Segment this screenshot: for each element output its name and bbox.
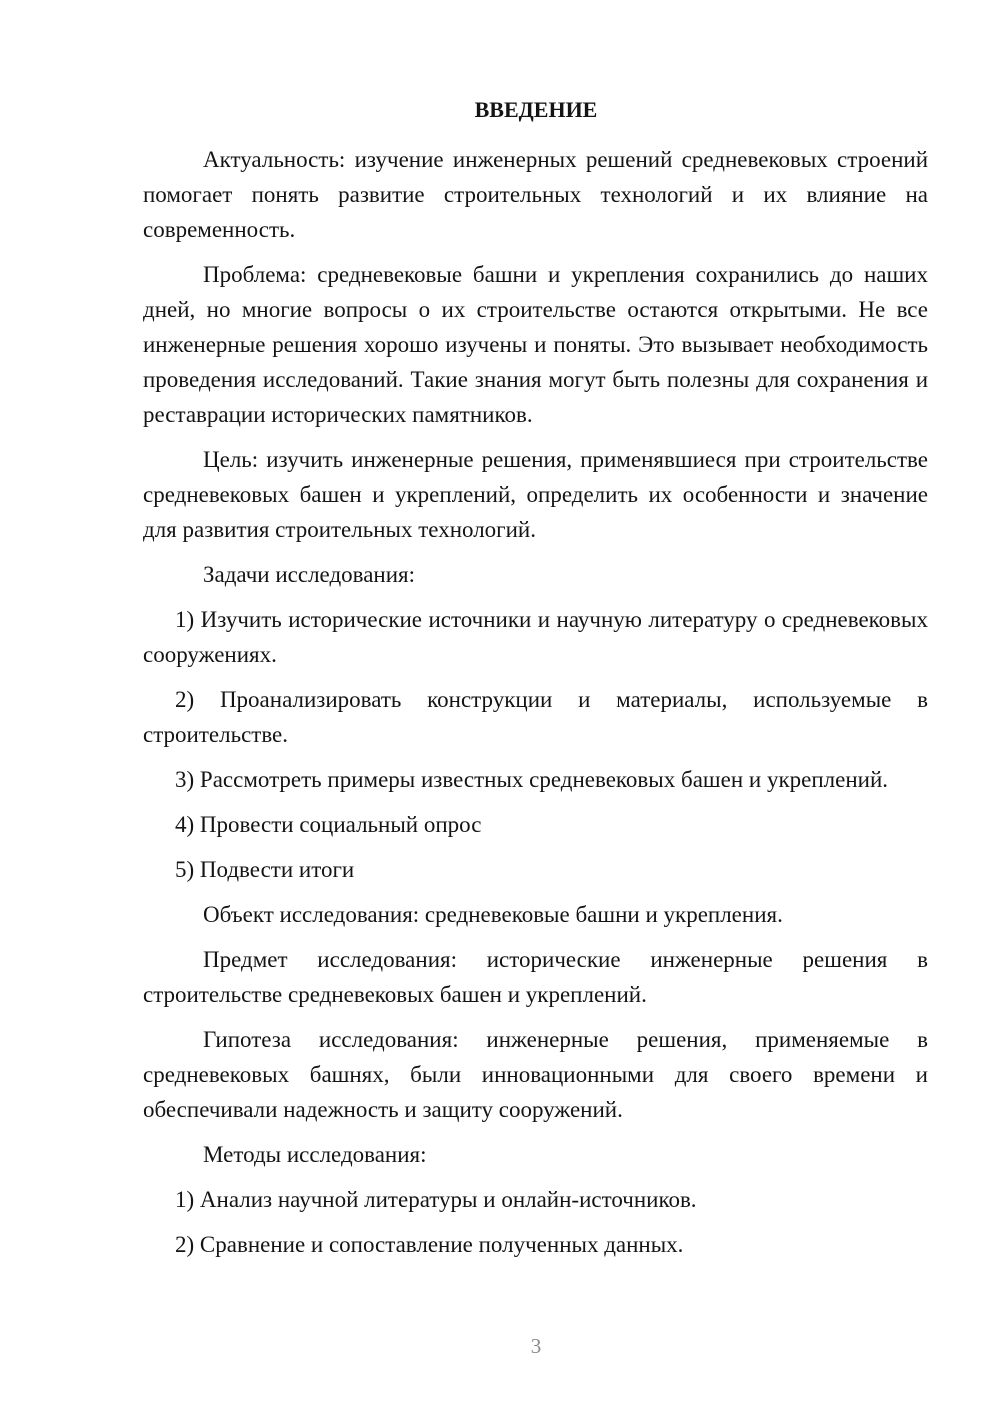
method-item-1: 1) Анализ научной литературы и онлайн-источников.: [175, 1187, 697, 1212]
body-text: [143, 142, 928, 1262]
tasks-heading: Задачи исследования:: [203, 562, 416, 587]
page-number: 3: [530, 1334, 542, 1358]
goal-paragraph: Цель: изучить инженерные решения, применявшиеся при строительстве средневековых башен и укреплений, определить их особенности и значение для развития строительных технологий.: [143, 447, 928, 542]
methods-heading: Методы исследования:: [203, 1142, 427, 1167]
method-item-2: 2) Сравнение и сопоставление полученных данных.: [175, 1232, 684, 1257]
task-item-2: 2) Проанализировать конструкции и материалы, используемые в строительстве.: [143, 687, 928, 747]
hypothesis-paragraph: Гипотеза исследования: инженерные решения, применяемые в средневековых башнях, были инновационными для своего времени и обеспечивали надежность и защиту сооружений.: [143, 1027, 928, 1122]
task-item-5: 5) Подвести итоги: [175, 857, 355, 882]
problem-paragraph: Проблема: средневековые башни и укрепления сохранились до наших дней, но многие вопросы о их строительстве остаются открытыми. Не все инженерные решения хорошо изучены и поняты. Это вызывает необходимость проведения исследований. Такие знания могут быть полезны для сохранения и реставрации исторических памятников.: [143, 262, 928, 427]
task-item-1: 1) Изучить исторические источники и научную литературу о средневековых сооружениях.: [143, 607, 928, 667]
object-paragraph: Объект исследования: средневековые башни и укрепления.: [203, 902, 783, 927]
task-item-3: 3) Рассмотреть примеры известных средневековых башен и укреплений.: [175, 767, 888, 792]
section-heading: ВВЕДЕНИЕ: [474, 97, 598, 122]
relevance-paragraph: Актуальность: изучение инженерных решений средневековых строений помогает понять развитие строительных технологий и их влияние на современность.: [143, 147, 928, 242]
subject-paragraph: Предмет исследования: исторические инженерные решения в строительстве средневековых башен и укреплений.: [143, 947, 928, 1007]
task-item-4: 4) Провести социальный опрос: [175, 812, 482, 837]
